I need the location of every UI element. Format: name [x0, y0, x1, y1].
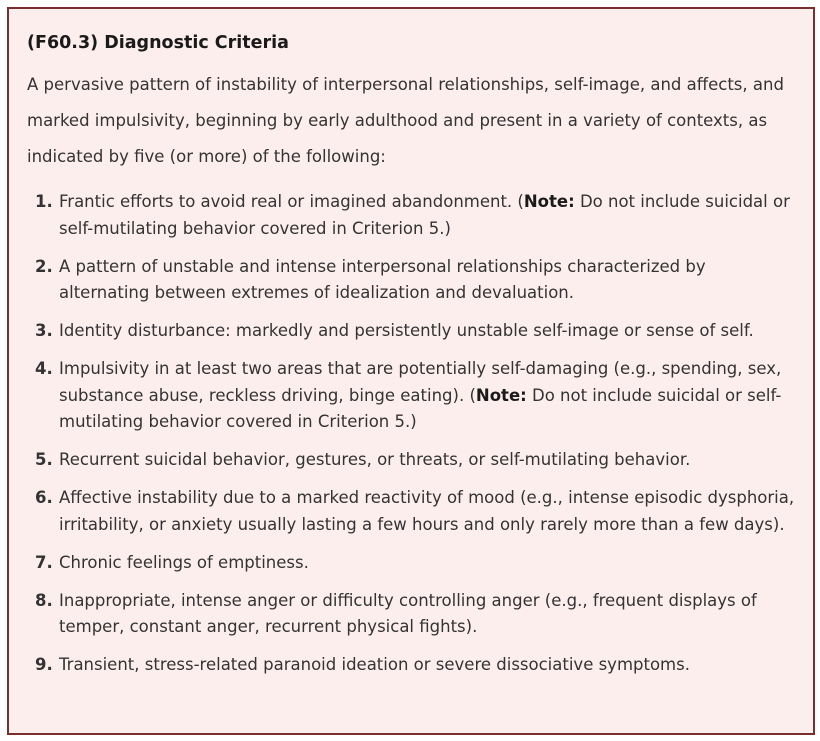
criterion-3 — [27, 318, 795, 345]
page-title: (F60.3) Diagnostic Criteria — [27, 33, 289, 53]
criterion-text: Inappropriate, intense anger or difficulty controlling anger (e.g., frequent displays of temper, constant anger, recurrent physical fights). — [59, 590, 757, 636]
criterion-9 — [27, 652, 795, 679]
criteria-list — [27, 189, 795, 679]
criterion-6 — [27, 485, 795, 538]
criterion-text: Transient, stress-related paranoid ideation or severe dissociative symptoms. — [59, 655, 690, 674]
criterion-text: A pattern of unstable and intense interpersonal relationships characterized by alternating between extremes of idealization and devaluation. — [59, 256, 706, 302]
criterion-2 — [27, 254, 795, 307]
note-label: Note: — [523, 192, 575, 211]
criterion-text: Chronic feelings of emptiness. — [59, 552, 309, 572]
criterion-number: 8. — [35, 590, 53, 610]
criterion-4 — [27, 356, 795, 436]
criterion-number: 6. — [35, 488, 53, 507]
criterion-text: Recurrent suicidal behavior, gestures, or threats, or self-mutilating behavior. — [59, 450, 691, 469]
intro-paragraph: A pervasive pattern of instability of interpersonal relationships, self-image, and affects, and marked impulsivity, beginning by early adulthood and present in a variety of contexts, as indicated by five (or more) of the following: — [27, 75, 784, 166]
criterion-text: Affective instability due to a marked reactivity of mood (e.g., intense episodic dysphoria, irritability, or anxiety usually lasting a few hours and only rarely more than a few days). — [59, 488, 795, 534]
criterion-number: 3. — [35, 321, 53, 340]
criterion-number: 5. — [35, 450, 53, 469]
criterion-number: 7. — [35, 552, 53, 572]
criterion-number: 1. — [35, 192, 53, 211]
criterion-7 — [27, 550, 795, 577]
criterion-note: Do not include suicidal or self-mutilating behavior covered in Criterion 5.) — [59, 385, 782, 431]
criteria-panel — [7, 7, 815, 735]
criterion-1 — [27, 189, 795, 242]
criterion-5 — [27, 447, 795, 474]
criterion-number: 2. — [35, 256, 53, 276]
note-label: Note: — [475, 385, 527, 405]
criterion-number: 4. — [35, 359, 53, 378]
criterion-note: Do not include suicidal or self-mutilating behavior covered in Criterion 5.) — [59, 192, 790, 238]
criterion-text: Impulsivity in at least two areas that are potentially self-damaging (e.g., spending, sex, substance abuse, reckless driving, binge eating). ( — [59, 359, 782, 405]
criterion-text: Frantic efforts to avoid real or imagined abandonment. ( — [59, 192, 524, 211]
criterion-text: Identity disturbance: markedly and persistently unstable self-image or sense of self. — [59, 321, 754, 340]
criterion-8 — [27, 588, 795, 641]
criterion-number: 9. — [35, 655, 53, 674]
